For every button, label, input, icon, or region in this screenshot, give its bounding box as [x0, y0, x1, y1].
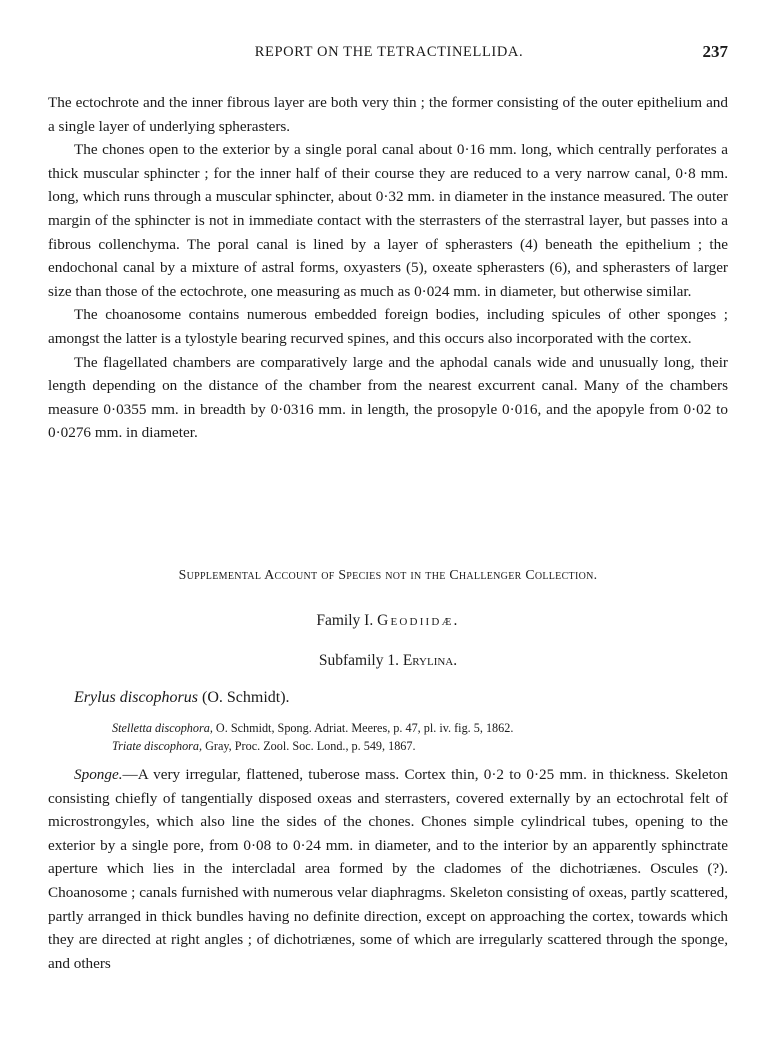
synonym-citation: Gray, Proc. Zool. Soc. Lond., p. 549, 1867.	[205, 738, 416, 753]
paragraph-choanosome: The choanosome contains numerous embedded foreign bodies, including spicules of other sponges ; amongst the latter is a tylostyle bearing recurved spines, and this occurs also incorporated with the cortex.	[48, 306, 728, 347]
synonym-name: Triate discophora,	[112, 738, 203, 753]
family-name: Geodiidæ.	[377, 612, 460, 629]
paragraph-chones: The chones open to the exterior by a single poral canal about 0·16 mm. long, which centrally perforates a thick muscular sphincter ; for the inner half of their course they are reduced to a very narrow canal, 0·8 mm. long, which runs through a muscular sphincter, about 0·32 mm. in diameter in the instance measured. The outer margin of the sphincter is not in immediate contact with the sterrasters of the sterrastral layer, but passes into a fibrous collenchyma. The poral canal is lined by a layer of spherasters (4) beneath the epithelium ; the endochonal canal by a mixture of astral forms, oxyasters (5), oxeate spherasters (6), and spherasters of larger size than those of the ectochrote, one measuring as much as 0·024 mm. in diameter, but otherwise similar.	[48, 141, 728, 300]
body-text	[48, 91, 728, 445]
synonym-name: Stelletta discophora,	[112, 721, 213, 735]
paragraph-flagellated-chambers: The flagellated chambers are comparatively large and the aphodal canals wide and unusually long, their length depending on the distance of the chamber from the nearest excurrent canal. Many of the chambers measure 0·0355 mm. in breadth by 0·0316 mm. in length, the prosopyle 0·016, and the apopyle from 0·02 to 0·0276 mm. in diameter.	[48, 353, 728, 442]
family-prefix: Family I.	[316, 612, 374, 629]
synonym-citation: O. Schmidt, Spong. Adriat. Meeres, p. 47, pl. iv. fig. 5, 1862.	[215, 721, 514, 735]
species-name: Erylus discophorus	[74, 689, 198, 706]
description-paragraph	[48, 763, 728, 975]
synonym-entry	[112, 720, 712, 738]
synonym-entry	[112, 738, 712, 756]
species-authority: (O. Schmidt).	[202, 689, 290, 706]
description-text: —A very irregular, flattened, tuberose mass. Cortex thin, 0·2 to 0·25 mm. in thickness. Skeleton consisting chiefly of tangentially disposed oxeas and sterrasters, covered externally by an ectochrotal felt of microstrongyles, which also line the sides of the chones. Chones simple cylindrical tubes, opening to the exterior by a single pore, from 0·08 to 0·24 mm. in diameter, and to the interior by an apparently sphinctrate aperture which lies in the intercladal area formed by the cladomes of the dichotriænes. Oscules (?). Choanosome ; canals furnished with numerous velar diaphragms. Skeleton consisting of oxeas, partly scattered, partly arranged in thick bundles having no definite direction, except on approaching the cortex, towards which they are directed at right angles ; of dichotriænes, some of which are irregularly scattered through the sponge, and others	[48, 766, 728, 972]
running-title: REPORT ON THE TETRACTINELLIDA.	[254, 44, 524, 60]
description-lead: Sponge.	[74, 766, 123, 783]
page-number: 237	[702, 42, 728, 61]
species-description	[48, 763, 728, 975]
subfamily-name: Erylina.	[402, 652, 458, 669]
synonymy	[112, 720, 712, 755]
subfamily-heading	[48, 652, 728, 670]
supplemental-heading: Supplemental Account of Species not in the Challenger Collection.	[178, 567, 598, 582]
family-heading	[48, 612, 728, 630]
paragraph-ectochrote: The ectochrote and the inner fibrous layer are both very thin ; the former consisting of the outer epithelium and a single layer of underlying spherasters.	[48, 94, 728, 135]
subfamily-prefix: Subfamily 1.	[318, 652, 399, 669]
species-heading	[74, 689, 290, 707]
